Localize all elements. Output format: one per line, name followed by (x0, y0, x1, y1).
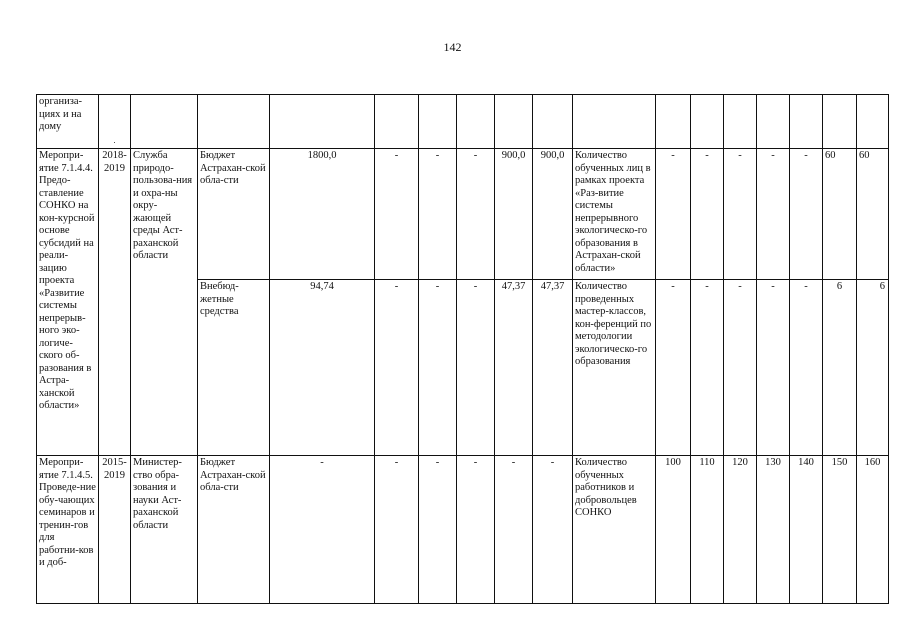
total-cell: 94,74 (270, 280, 375, 456)
value-cell: 160 (857, 456, 889, 604)
program-table (36, 94, 889, 604)
value-cell: 100 (656, 456, 691, 604)
year-cell: - (457, 280, 495, 456)
year-cell (419, 95, 457, 149)
years-cell: 2018-2019 (99, 149, 131, 456)
value-cell (656, 95, 691, 149)
value-cell: 6 (823, 280, 857, 456)
year-cell: 47,37 (533, 280, 573, 456)
table-row (37, 149, 889, 280)
value-cell: 120 (724, 456, 757, 604)
source-cell: Внебюд-жетные средства (198, 280, 270, 456)
years-cell: . (99, 95, 131, 149)
year-cell (457, 95, 495, 149)
executor-cell: Служба природо-пользова-ния и охра-ны окру-жающей среды Аст-раханской области (131, 149, 198, 456)
indicator-cell: Количество проведенных мастер-классов, кон-ференций по методологии экологическо-го образования (573, 280, 656, 456)
value-cell: - (691, 149, 724, 280)
total-cell (270, 95, 375, 149)
value-cell (724, 95, 757, 149)
source-cell: Бюджет Астрахан-ской обла-сти (198, 149, 270, 280)
indicator-cell (573, 95, 656, 149)
year-cell (495, 95, 533, 149)
value-cell: - (790, 149, 823, 280)
executor-cell (131, 95, 198, 149)
value-cell: - (691, 280, 724, 456)
value-cell: - (757, 149, 790, 280)
year-cell: - (419, 456, 457, 604)
value-cell: 6 (857, 280, 889, 456)
year-cell: 900,0 (533, 149, 573, 280)
value-cell: 60 (857, 149, 889, 280)
value-cell: - (724, 280, 757, 456)
source-cell (198, 95, 270, 149)
value-cell: 140 (790, 456, 823, 604)
year-cell: - (375, 280, 419, 456)
value-cell (757, 95, 790, 149)
year-cell: - (457, 456, 495, 604)
measure-cell: Меропри-ятие 7.1.4.4. Предо-ставление СОНКО на кон-курсной основе субсидий на реали-зацию проекта «Развитие системы непрерыв-ного эко-логиче-ского об-разования в Астра-ханской области» (37, 149, 99, 456)
year-cell: 47,37 (495, 280, 533, 456)
value-cell: 130 (757, 456, 790, 604)
year-cell: - (375, 149, 419, 280)
table-row (37, 456, 889, 604)
value-cell (691, 95, 724, 149)
value-cell: 110 (691, 456, 724, 604)
year-cell: - (419, 149, 457, 280)
year-cell (375, 95, 419, 149)
value-cell: - (724, 149, 757, 280)
value-cell (790, 95, 823, 149)
year-cell: - (495, 456, 533, 604)
indicator-cell: Количество обученных лиц в рамках проекта «Раз-витие системы непрерывного экологическо-го образования в Астрахан-ской области» (573, 149, 656, 280)
source-cell: Бюджет Астрахан-ской обла-сти (198, 456, 270, 604)
table-row (37, 95, 889, 149)
year-cell: - (419, 280, 457, 456)
year-cell: - (457, 149, 495, 280)
executor-cell: Министер-ство обра-зования и науки Аст-раханской области (131, 456, 198, 604)
year-cell: - (533, 456, 573, 604)
year-cell (533, 95, 573, 149)
value-cell: 150 (823, 456, 857, 604)
year-cell: - (375, 456, 419, 604)
value-cell: - (656, 149, 691, 280)
years-cell: 2015-2019 (99, 456, 131, 604)
value-cell (857, 95, 889, 149)
measure-cell: организа-циях и на дому (37, 95, 99, 149)
value-cell: - (757, 280, 790, 456)
value-cell (823, 95, 857, 149)
value-cell: 60 (823, 149, 857, 280)
value-cell: - (790, 280, 823, 456)
total-cell: - (270, 456, 375, 604)
value-cell: - (656, 280, 691, 456)
measure-cell: Меропри-ятие 7.1.4.5. Проведе-ние обу-чающих семинаров и тренин-гов для работни-ков и доб- (37, 456, 99, 604)
page-number: 142 (443, 40, 462, 54)
year-cell: 900,0 (495, 149, 533, 280)
total-cell: 1800,0 (270, 149, 375, 280)
indicator-cell: Количество обученных работников и добровольцев СОНКО (573, 456, 656, 604)
